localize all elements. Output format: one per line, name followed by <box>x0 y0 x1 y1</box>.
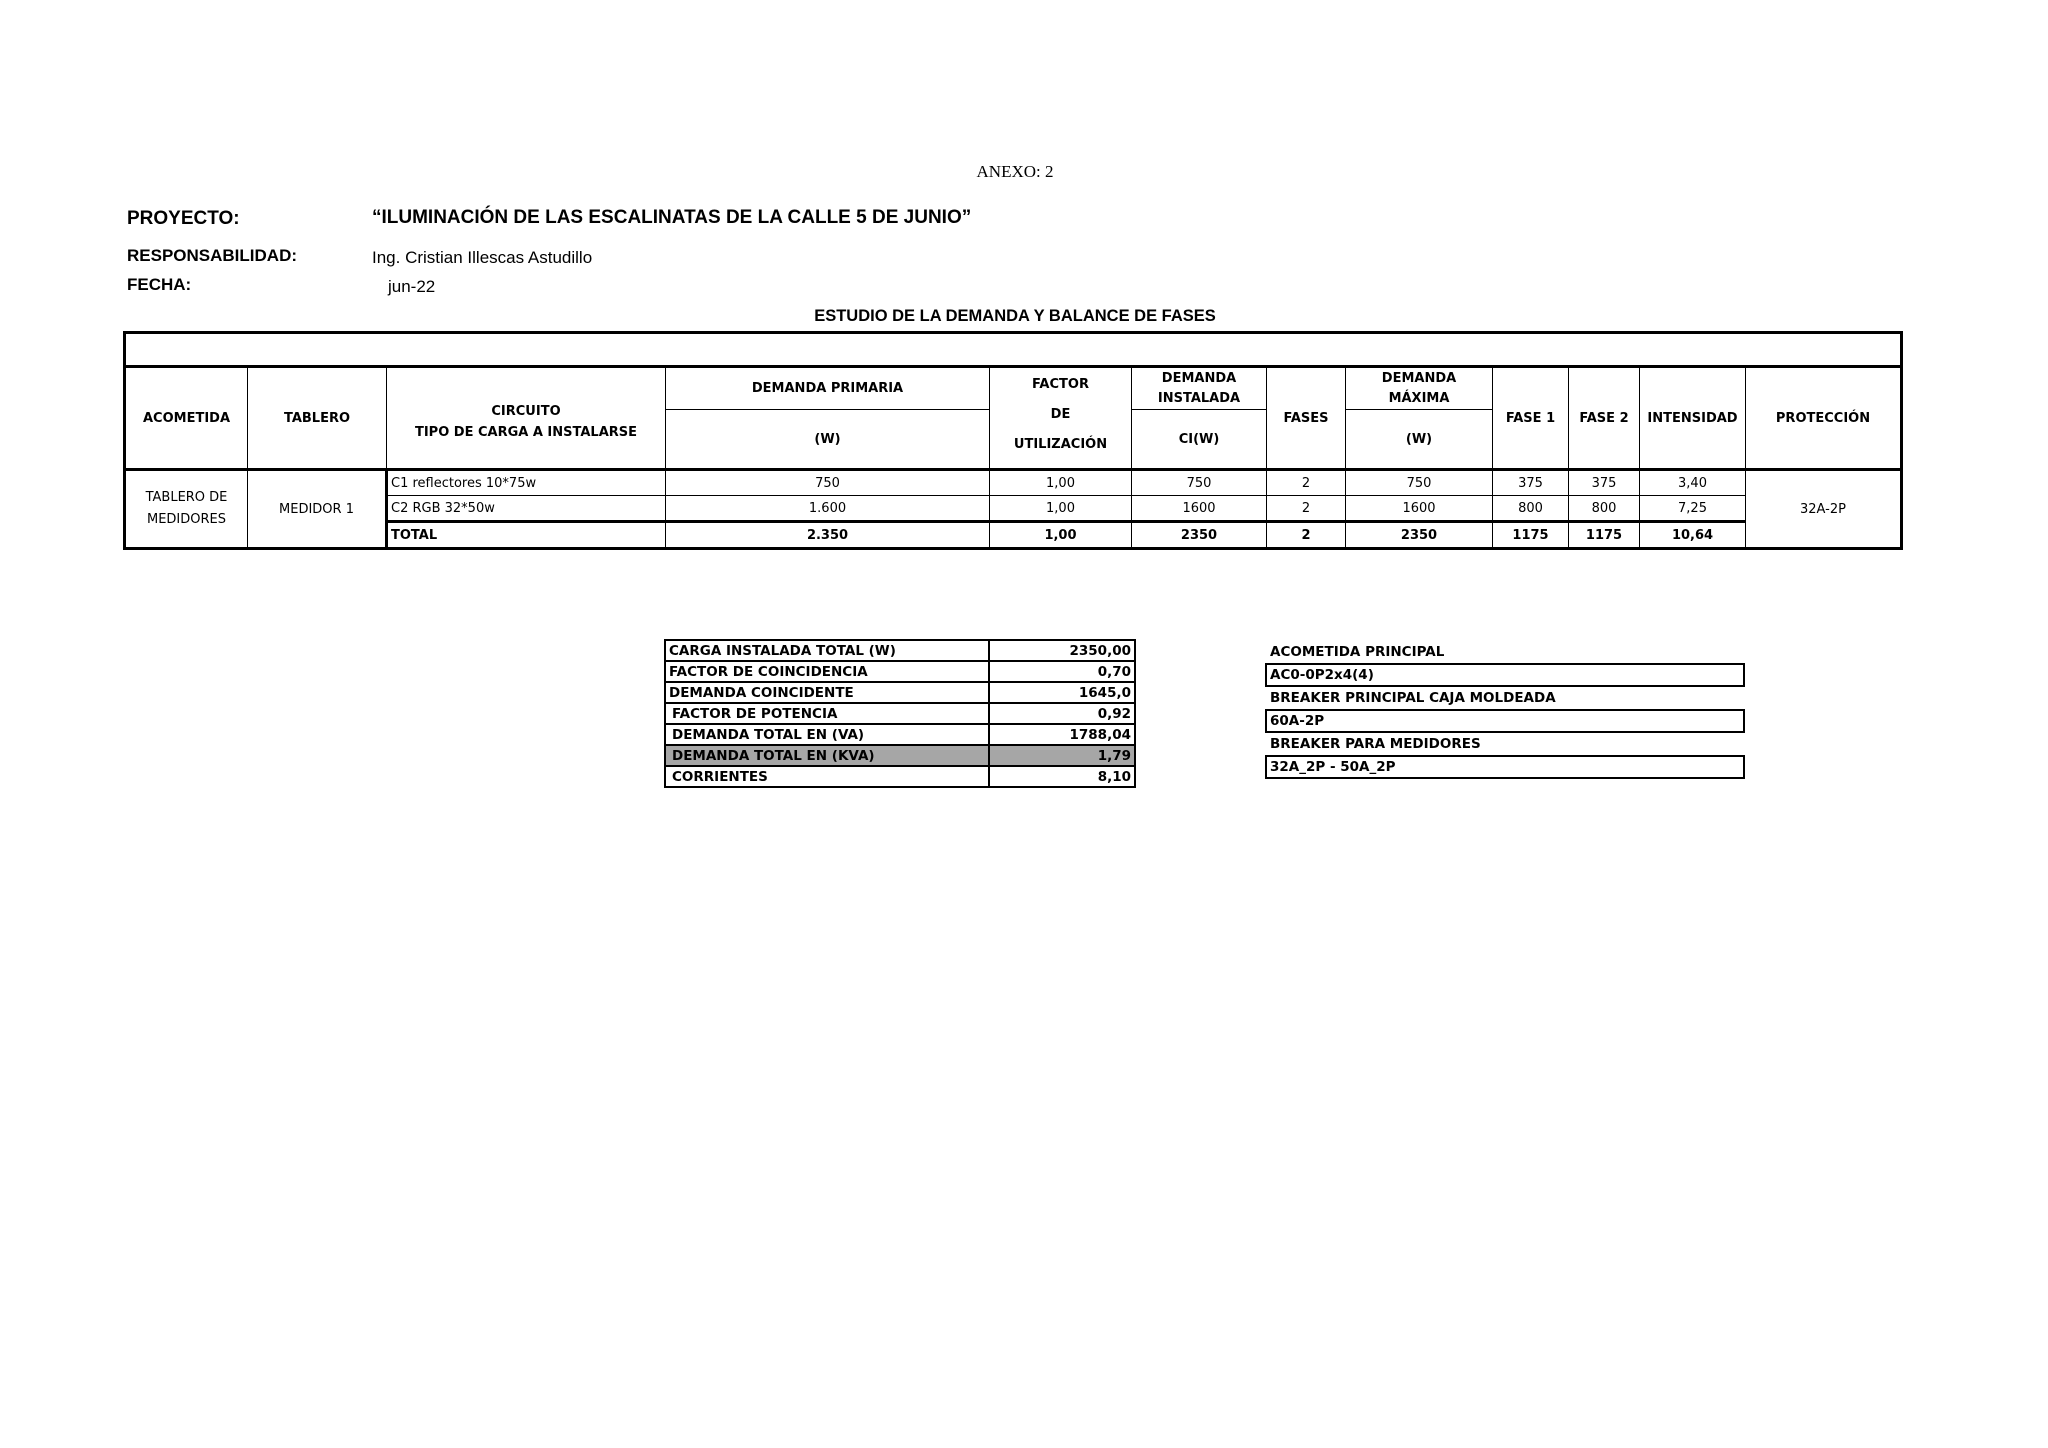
total-demanda-instalada: 2350 <box>1132 522 1267 549</box>
total-circuito: TOTAL <box>387 522 666 549</box>
service-specs <box>1265 641 1745 779</box>
row2-factor: 1,00 <box>990 496 1132 522</box>
acometida-line2: MEDIDORES <box>146 512 226 527</box>
total-fases: 2 <box>1267 522 1346 549</box>
total-demanda-maxima: 2350 <box>1346 522 1493 549</box>
summary-row <box>665 703 1135 724</box>
header-factor-line1: FACTOR <box>1032 377 1089 392</box>
header-circuito-line2: TIPO DE CARGA A INSTALARSE <box>414 425 638 440</box>
row2-intensidad: 7,25 <box>1640 496 1746 522</box>
tablero-cell: MEDIDOR 1 <box>248 470 387 549</box>
acometida-cell <box>125 470 248 549</box>
header-factor-line2: DE <box>1050 407 1071 422</box>
summary-label: DEMANDA TOTAL EN (VA) <box>665 724 989 745</box>
summary-value: 1,79 <box>989 745 1135 766</box>
total-factor: 1,00 <box>990 522 1132 549</box>
header-fase2: FASE 2 <box>1569 367 1640 470</box>
header-fases: FASES <box>1267 367 1346 470</box>
annex-label: ANEXO: 2 <box>976 162 1054 181</box>
row1-fase1: 375 <box>1493 470 1569 496</box>
summary-label: FACTOR DE COINCIDENCIA <box>665 661 989 682</box>
row2-demanda-primaria: 1.600 <box>666 496 990 522</box>
responsabilidad-label: RESPONSABILIDAD: <box>127 246 298 265</box>
summary-row-highlighted <box>665 745 1135 766</box>
header-demanda-maxima-unit: (W) <box>1346 410 1493 470</box>
total-intensidad: 10,64 <box>1640 522 1746 549</box>
row2-circuito: C2 RGB 32*50w <box>387 496 666 522</box>
row2-fases: 2 <box>1267 496 1346 522</box>
header-factor-line3: UTILIZACIÓN <box>1013 437 1108 452</box>
total-demanda-primaria: 2.350 <box>666 522 990 549</box>
header-demanda-maxima-line1: DEMANDA <box>1381 370 1457 386</box>
header-fase1: FASE 1 <box>1493 367 1569 470</box>
summary-value: 8,10 <box>989 766 1135 787</box>
demand-table <box>123 331 1903 550</box>
acometida-principal-value: AC0-0P2x4(4) <box>1265 663 1745 687</box>
breaker-principal-label: BREAKER PRINCIPAL CAJA MOLDEADA <box>1270 690 1556 706</box>
acometida-line1: TABLERO DE <box>145 490 228 505</box>
summary-label: CORRIENTES <box>665 766 989 787</box>
summary-row <box>665 661 1135 682</box>
header-demanda-instalada-unit: CI(W) <box>1132 410 1267 470</box>
summary-table <box>664 639 1136 788</box>
header-demanda-instalada-line1: DEMANDA <box>1161 370 1237 386</box>
responsabilidad-value: Ing. Cristian Illescas Astudillo <box>372 248 593 267</box>
row1-factor: 1,00 <box>990 470 1132 496</box>
total-row <box>125 522 1902 549</box>
header-tablero: TABLERO <box>248 367 387 470</box>
summary-value: 1645,0 <box>989 682 1135 703</box>
header-intensidad: INTENSIDAD <box>1640 367 1746 470</box>
header-demanda-instalada-line2: INSTALADA <box>1157 390 1241 406</box>
header-circuito-line1: CIRCUITO <box>491 404 561 419</box>
proyecto-label: PROYECTO: <box>127 208 240 229</box>
header-proteccion: PROTECCIÓN <box>1746 367 1902 470</box>
summary-label: DEMANDA COINCIDENTE <box>665 682 989 703</box>
summary-row <box>665 724 1135 745</box>
header-acometida: ACOMETIDA <box>125 367 248 470</box>
total-fase1: 1175 <box>1493 522 1569 549</box>
summary-value: 2350,00 <box>989 640 1135 661</box>
header-demanda-instalada <box>1132 367 1267 410</box>
header-demanda-primaria: DEMANDA PRIMARIA <box>666 367 990 410</box>
study-title: ESTUDIO DE LA DEMANDA Y BALANCE DE FASES <box>814 307 1216 325</box>
summary-value: 0,70 <box>989 661 1135 682</box>
table-row <box>125 496 1902 522</box>
table-row <box>125 470 1902 496</box>
acometida-principal-label: ACOMETIDA PRINCIPAL <box>1270 644 1445 660</box>
table-top-band <box>125 333 1902 367</box>
summary-label: CARGA INSTALADA TOTAL (W) <box>665 640 989 661</box>
row2-demanda-instalada: 1600 <box>1132 496 1267 522</box>
header-circuito <box>387 367 666 470</box>
header-factor <box>990 367 1132 470</box>
row2-fase2: 800 <box>1569 496 1640 522</box>
header-demanda-maxima <box>1346 367 1493 410</box>
summary-row <box>665 682 1135 703</box>
summary-label: DEMANDA TOTAL EN (KVA) <box>665 745 989 766</box>
proyecto-value: “ILUMINACIÓN DE LAS ESCALINATAS DE LA CALLE 5 DE JUNIO” <box>372 207 972 228</box>
row1-circuito: C1 reflectores 10*75w <box>387 470 666 496</box>
breaker-medidores-label: BREAKER PARA MEDIDORES <box>1270 736 1481 752</box>
row1-fases: 2 <box>1267 470 1346 496</box>
row1-demanda-instalada: 750 <box>1132 470 1267 496</box>
row1-demanda-primaria: 750 <box>666 470 990 496</box>
row1-demanda-maxima: 750 <box>1346 470 1493 496</box>
breaker-principal-value: 60A-2P <box>1265 709 1745 733</box>
row2-demanda-maxima: 1600 <box>1346 496 1493 522</box>
summary-label: FACTOR DE POTENCIA <box>665 703 989 724</box>
summary-row <box>665 766 1135 787</box>
fecha-label: FECHA: <box>127 275 192 294</box>
proteccion-cell: 32A-2P <box>1746 470 1902 549</box>
breaker-medidores-value: 32A_2P - 50A_2P <box>1265 755 1745 779</box>
header-demanda-primaria-unit: (W) <box>666 410 990 470</box>
summary-row <box>665 640 1135 661</box>
header-demanda-maxima-line2: MÁXIMA <box>1388 390 1450 406</box>
total-fase2: 1175 <box>1569 522 1640 549</box>
summary-value: 1788,04 <box>989 724 1135 745</box>
summary-value: 0,92 <box>989 703 1135 724</box>
row2-fase1: 800 <box>1493 496 1569 522</box>
row1-intensidad: 3,40 <box>1640 470 1746 496</box>
fecha-value: jun-22 <box>388 277 436 296</box>
row1-fase2: 375 <box>1569 470 1640 496</box>
